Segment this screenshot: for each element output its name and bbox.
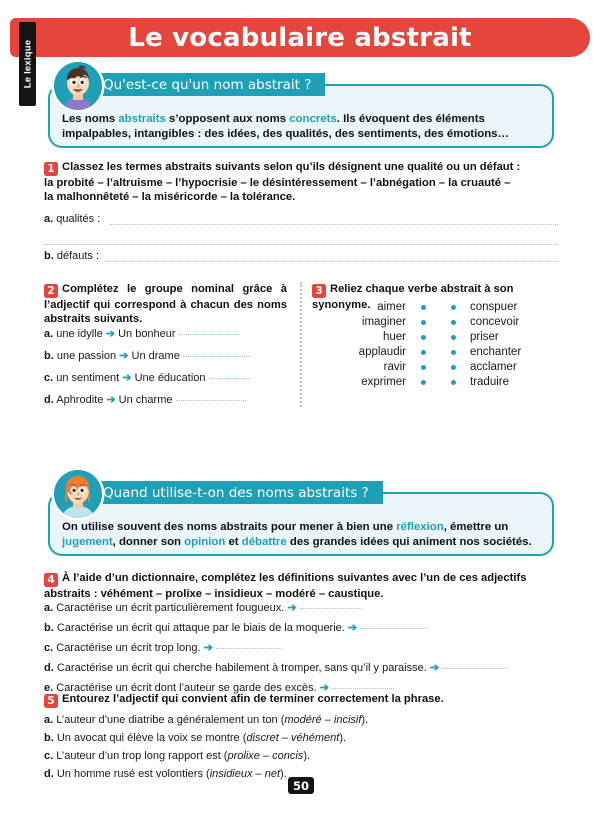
item-label: défauts :: [56, 250, 100, 262]
link-left-word[interactable]: huer: [382, 331, 406, 343]
answer-line-1a-2[interactable]: [44, 244, 558, 245]
item-answer-start: Un bonheur: [118, 328, 176, 340]
lesson-title-1: Qu'est-ce qu'un nom abstrait ?: [57, 73, 325, 96]
answer-line-4d[interactable]: [442, 667, 508, 669]
item-letter: a.: [44, 328, 54, 340]
item-letter: b.: [44, 622, 54, 634]
exercise-5-instruction: [44, 692, 564, 708]
choice-option-2[interactable]: concis: [272, 750, 304, 762]
arrow-icon: ➔: [122, 372, 132, 384]
link-right-dot[interactable]: [438, 380, 468, 385]
exercise-3-link-grid[interactable]: [330, 301, 546, 388]
arrow-icon: ➔: [287, 602, 297, 614]
arrow-icon: ➔: [106, 394, 116, 406]
item-letter: a.: [44, 714, 54, 726]
item-letter: d.: [44, 394, 54, 406]
item-answer-start: Un charme: [118, 394, 173, 406]
exercise-2-item-c: [44, 371, 251, 385]
lesson-1-text-fragment-3: concrets: [289, 113, 337, 125]
arrow-icon: ➔: [429, 662, 440, 674]
link-right-dot[interactable]: [438, 365, 468, 370]
choice-option-1[interactable]: modéré: [284, 714, 322, 726]
item-letter: d.: [44, 768, 54, 780]
link-left-word[interactable]: imaginer: [361, 316, 406, 328]
answer-line-4b[interactable]: [360, 627, 428, 629]
item-prompt: une idylle: [56, 328, 103, 340]
link-left-dot[interactable]: [408, 320, 438, 325]
lesson-2-text-fragment-7: débattre: [241, 535, 287, 548]
answer-line-2a[interactable]: [179, 333, 239, 335]
exercise-1-number: 1: [44, 162, 58, 176]
link-right-dot[interactable]: [438, 350, 468, 355]
link-right-word[interactable]: concevoir: [470, 316, 520, 328]
lesson-text-1: [62, 112, 542, 141]
item-letter: d.: [44, 662, 54, 674]
link-left-word[interactable]: applaudir: [358, 346, 406, 358]
exercise-2-item-b: [44, 349, 251, 363]
item-letter: e.: [44, 682, 54, 694]
exercise-4-instruction: [44, 571, 564, 601]
page-number: 50: [288, 777, 314, 794]
lesson-2-text-fragment-4: , donner son: [112, 535, 185, 548]
girl-avatar: [54, 470, 102, 518]
item-text: Caractérise un écrit qui cherche habilement à tromper, sans qu’il y paraisse.: [56, 662, 427, 674]
link-right-word[interactable]: acclamer: [470, 361, 517, 373]
item-letter: a.: [44, 602, 54, 614]
link-right-word[interactable]: conspuer: [470, 301, 518, 313]
exercise-5-item-c: [44, 749, 310, 763]
lesson-1-text-fragment-4: . Ils évoquent des éléments impalpables, intangibles : des idées, des qualités, des sentiments, des émotions…: [62, 113, 509, 140]
item-text: Caractérise un écrit qui attaque par le biais de la moquerie.: [56, 622, 345, 634]
answer-line-4c[interactable]: [216, 647, 282, 649]
item-prompt: Aphrodite: [56, 394, 104, 406]
exercise-5-text: Entourez l’adjectif qui convient afin de terminer correctement la phrase.: [62, 693, 444, 705]
lesson-1-text-fragment-2: s’opposent aux noms: [165, 113, 290, 125]
exercise-4-line-2: abstraits : véhément – prolixe – insidieux – modéré – caustique.: [44, 588, 384, 600]
item-letter: b.: [44, 732, 54, 744]
exercise-1-line-1: Classez les termes abstraits suivants selon qu’ils désignent une qualité ou un défaut :: [62, 161, 521, 173]
choice-option-1[interactable]: insidieux: [209, 768, 253, 780]
answer-line-1a-1[interactable]: [110, 224, 558, 225]
item-text: Caractérise un écrit trop long.: [56, 642, 201, 654]
answer-line-1b-1[interactable]: [105, 261, 558, 262]
item-text-end: ).: [361, 714, 369, 726]
link-right-word[interactable]: enchanter: [470, 346, 522, 358]
item-answer-start: Un drame: [131, 350, 180, 362]
item-answer-start: Une éducation: [134, 372, 206, 384]
link-left-dot[interactable]: [408, 380, 438, 385]
choice-separator: –: [259, 750, 273, 762]
lesson-2-text-fragment-6: et: [225, 535, 242, 548]
arrow-icon: ➔: [105, 328, 116, 340]
item-prompt: un sentiment: [56, 372, 120, 384]
link-right-dot[interactable]: [438, 305, 468, 310]
exercise-5-item-d: [44, 767, 287, 781]
lesson-title-2: Quand utilise-t-on des noms abstraits ?: [57, 481, 383, 504]
item-text: Un avocat qui élève la voix se montre (: [56, 732, 247, 744]
item-text-end: ).: [339, 732, 347, 744]
exercise-5-number: 5: [44, 694, 58, 708]
item-letter: a.: [44, 213, 54, 225]
item-label: qualités :: [56, 213, 101, 225]
arrow-icon: ➔: [319, 682, 330, 694]
exercise-2-item-d: [44, 393, 246, 407]
item-text: Un homme rusé est volontiers (: [56, 768, 210, 780]
exercise-2-item-a: [44, 327, 239, 341]
lesson-1-text-fragment-0: Les noms: [62, 113, 119, 125]
link-left-dot[interactable]: [408, 365, 438, 370]
choice-option-1[interactable]: discret: [246, 732, 279, 744]
item-text: Caractérise un écrit particulièrement fougueux.: [56, 602, 285, 614]
lesson-2-text-fragment-5: opinion: [184, 535, 226, 548]
exercise-2-text: Complétez le groupe nominal grâce à l’adjectif qui correspond à chacun des noms abstraits suivants.: [44, 283, 287, 326]
item-text: L’auteur d’une diatribe a généralement un ton (: [56, 714, 285, 726]
item-text: L’auteur d’un trop long rapport est (: [56, 750, 228, 762]
item-letter: c.: [44, 372, 54, 384]
choice-separator: –: [321, 714, 334, 726]
choice-option-2[interactable]: véhément: [291, 732, 340, 744]
choice-separator: –: [278, 732, 292, 744]
choice-separator: –: [252, 768, 265, 780]
item-text: Caractérise un écrit dont l’auteur se garde des excès.: [56, 682, 317, 694]
column-separator: [300, 282, 302, 407]
answer-line-2b[interactable]: [183, 355, 251, 357]
arrow-icon: ➔: [119, 350, 129, 362]
page-title: Le vocabulaire abstrait: [128, 22, 472, 53]
boy-avatar: [54, 62, 102, 110]
link-right-dot[interactable]: [438, 320, 468, 325]
exercise-4-item-a: [44, 601, 362, 615]
item-text-end: ).: [303, 750, 311, 762]
lesson-2-text-fragment-1: réflexion: [396, 521, 444, 533]
link-right-word[interactable]: traduire: [470, 376, 509, 388]
link-right-word[interactable]: priser: [470, 331, 499, 343]
exercise-5-item-a: [44, 713, 368, 727]
exercise-1-line-2: la probité – l’altruisme – l’hypocrisie – le désintéressement – l’abnégation – la cruauté –: [44, 177, 511, 189]
link-left-dot[interactable]: [408, 350, 438, 355]
item-letter: c.: [44, 642, 54, 654]
item-letter: b.: [44, 250, 54, 262]
choice-option-1[interactable]: prolixe: [227, 750, 260, 762]
answer-line-2d[interactable]: [176, 399, 246, 401]
choice-option-2[interactable]: net: [264, 768, 281, 780]
item-prompt: une passion: [56, 350, 117, 362]
item-text-end: ).: [280, 768, 287, 780]
lesson-2-text-fragment-3: jugement: [62, 535, 113, 548]
answer-line-4e[interactable]: [332, 687, 394, 689]
exercise-4-item-b: [44, 621, 428, 635]
item-letter: b.: [44, 350, 54, 362]
answer-line-4a[interactable]: [300, 607, 362, 609]
link-left-word[interactable]: exprimer: [361, 376, 406, 388]
exercise-5-item-b: [44, 731, 346, 745]
exercise-3-number: 3: [312, 284, 326, 298]
exercise-1-instruction: [44, 160, 564, 204]
exercise-4-line-1: À l’aide d’un dictionnaire, complétez les définitions suivantes avec l’un de ces adjectifs: [62, 572, 527, 584]
link-right-dot[interactable]: [438, 335, 468, 340]
arrow-icon: ➔: [347, 622, 358, 634]
exercise-1-item-b: [44, 249, 99, 263]
section-tab-label: Le lexique: [22, 39, 33, 89]
exercise-4-number: 4: [44, 573, 58, 587]
link-left-word[interactable]: ravir: [383, 361, 406, 373]
lesson-2-text-fragment-8: des grandes idées qui animent nos sociétés.: [286, 535, 532, 548]
item-letter: c.: [44, 750, 54, 762]
lesson-1-text-fragment-1: abstraits: [118, 113, 166, 125]
answer-line-2c[interactable]: [209, 377, 251, 379]
exercise-4-item-d: [44, 661, 508, 675]
choice-option-2[interactable]: incisif: [333, 714, 362, 726]
exercise-2-number: 2: [44, 284, 58, 298]
lesson-2-text-fragment-2: , émettre un: [443, 521, 509, 533]
exercise-1-line-3: la malhonnêteté – la miséricorde – la tolérance.: [44, 191, 296, 204]
link-left-dot[interactable]: [408, 305, 438, 310]
section-tab: [19, 22, 36, 106]
exercise-2-instruction: [44, 282, 287, 326]
exercise-1-item-a: [44, 212, 100, 226]
link-left-word[interactable]: aimer: [377, 301, 406, 313]
lesson-2-text-fragment-0: On utilise souvent des noms abstraits pour mener à bien une: [62, 521, 397, 533]
link-left-dot[interactable]: [408, 335, 438, 340]
lesson-text-2: [62, 520, 542, 549]
exercise-4-item-c: [44, 641, 282, 655]
arrow-icon: ➔: [203, 642, 213, 654]
exercise-3-text: Reliez chaque verbe abstrait à son synonyme.: [312, 283, 514, 311]
